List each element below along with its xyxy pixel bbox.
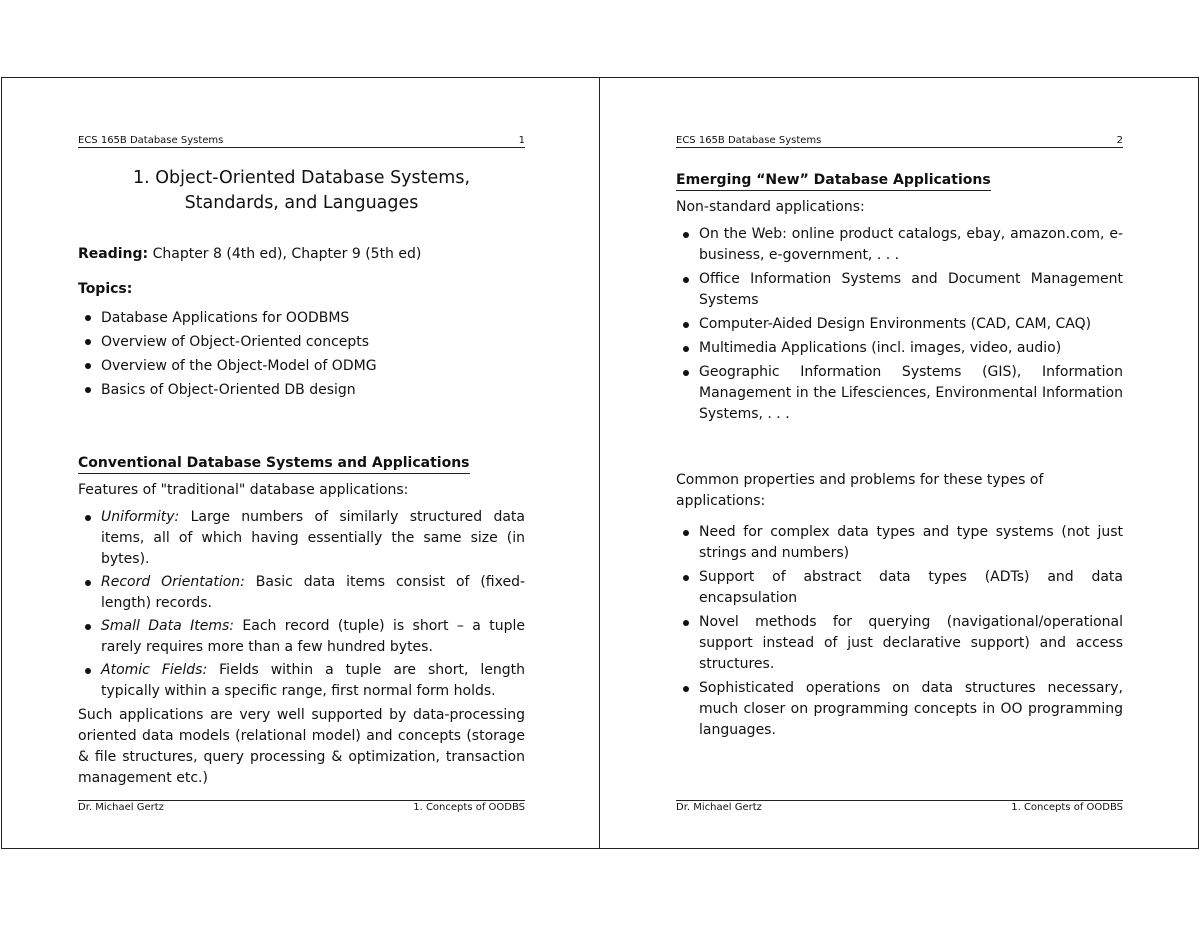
list-item: Novel methods for querying (navigational/operational support instead of just declarative support) and access structures.: [676, 612, 1123, 675]
list-item: Basics of Object-Oriented DB design: [78, 378, 525, 402]
page-title-line-2: Standards, and Languages: [184, 193, 419, 213]
list-item: Support of abstract data types (ADTs) and data encapsulation: [676, 567, 1123, 609]
topics-block: [78, 279, 525, 402]
slide-page-1: [1, 77, 600, 849]
bullet-icon: [683, 575, 689, 581]
bullet-icon: [683, 277, 689, 283]
list-item: Small Data Items: Each record (tuple) is short – a tuple rarely requires more than a few hundred bytes.: [78, 616, 525, 658]
footer-author: Dr. Michael Gertz: [676, 802, 762, 813]
bullet-icon: [683, 686, 689, 692]
closing-paragraph: Such applications are very well supported by data-processing oriented data models (relational model) and concepts (storage & file structures, query processing & optimization, transaction management etc.): [78, 707, 525, 786]
bullet-icon: [85, 339, 91, 345]
bullet-icon: [683, 620, 689, 626]
list-item: Overview of the Object-Model of ODMG: [78, 354, 525, 378]
reading-label: Reading:: [78, 246, 149, 262]
list-item: Database Applications for OODBMS: [78, 306, 525, 330]
reading-line: [78, 244, 525, 265]
bullet-icon: [683, 232, 689, 238]
list-item: On the Web: online product catalogs, ebay, amazon.com, e-business, e-government, . . .: [676, 224, 1123, 266]
slide-page-2: [599, 77, 1199, 849]
bullet-icon: [683, 346, 689, 352]
bullet-icon: [85, 624, 91, 630]
emerging-section: [676, 169, 1123, 425]
list-item: Multimedia Applications (incl. images, video, audio): [676, 338, 1123, 359]
page-title-line-1: 1. Object-Oriented Database Systems,: [132, 168, 471, 188]
list-item: Atomic Fields: Fields within a tuple are short, length typically within a specific range, first normal form holds.: [78, 660, 525, 702]
page-header: [676, 130, 1123, 148]
list-item: Geographic Information Systems (GIS), Information Management in the Lifesciences, Environmental Information Systems, . . .: [676, 362, 1123, 425]
bullet-icon: [85, 387, 91, 393]
reading-text: Chapter 8 (4th ed), Chapter 9 (5th ed): [152, 246, 422, 262]
title-block: [78, 166, 525, 216]
list-item: Uniformity: Large numbers of similarly structured data items, all of which having essentially the same size (in bytes).: [78, 507, 525, 570]
footer-chapter: 1. Concepts of OODBS: [413, 802, 525, 813]
list-item: Need for complex data types and type systems (not just strings and numbers): [676, 522, 1123, 564]
page-number: 1: [518, 135, 525, 146]
nonstandard-intro: Non-standard applications:: [676, 199, 865, 215]
page-footer: [676, 800, 1123, 818]
page-footer: [78, 800, 525, 818]
bullet-icon: [683, 322, 689, 328]
list-item: Overview of Object-Oriented concepts: [78, 330, 525, 354]
common-properties-intro: Common properties and problems for these types of applications:: [676, 472, 1044, 509]
course-title: ECS 165B Database Systems: [78, 135, 224, 146]
list-item: Sophisticated operations on data structures necessary, much closer on programming concepts in OO programming languages.: [676, 678, 1123, 741]
course-title: ECS 165B Database Systems: [676, 135, 822, 146]
problems-list: [676, 522, 1123, 741]
topics-label: Topics:: [78, 281, 133, 297]
page-header: [78, 130, 525, 148]
bullet-icon: [85, 580, 91, 586]
bullet-icon: [85, 668, 91, 674]
footer-chapter: 1. Concepts of OODBS: [1011, 802, 1123, 813]
conventional-section: [78, 452, 525, 789]
page-number: 2: [1116, 135, 1123, 146]
bullet-icon: [683, 530, 689, 536]
list-item: Record Orientation: Basic data items consist of (fixed-length) records.: [78, 572, 525, 614]
list-item: Computer-Aided Design Environments (CAD, CAM, CAQ): [676, 314, 1123, 335]
features-intro: Features of "traditional" database applications:: [78, 482, 409, 498]
list-item: Office Information Systems and Document Management Systems: [676, 269, 1123, 311]
section-heading: Conventional Database Systems and Applications: [78, 454, 470, 474]
bullet-icon: [85, 315, 91, 321]
footer-author: Dr. Michael Gertz: [78, 802, 164, 813]
bullet-icon: [85, 363, 91, 369]
bullet-icon: [683, 370, 689, 376]
section-heading: Emerging “New” Database Applications: [676, 171, 991, 191]
bullet-icon: [85, 515, 91, 521]
